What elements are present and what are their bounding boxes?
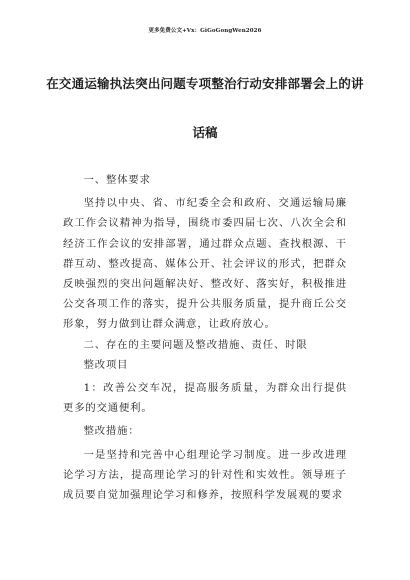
paragraph-requirements: 坚持以中央、省、市纪委全会和政府、交通运输局廉政工作会议精神为指导，围绕市委四届七次、八次全会和经济工作会议的安排部署，通过群众点题、查找根源、干群互动、整改提高、媒体公开、社会评议的形式，把群众反映强烈的突出问题解决好、整改好、落实好，积极推进公交各项工作的落实，提升公共服务质量，提升商丘公交形象，努力做到让群众满意，让政府放心。 bbox=[63, 197, 347, 331]
rectification-measures-label: 整改措施： bbox=[83, 425, 140, 438]
document-title: 在交通运输执法突出问题专项整治行动安排部署会上的讲 bbox=[46, 76, 364, 91]
header-note: 更多免费公文+Vx：GiGoGongWen2026 bbox=[148, 28, 262, 34]
paragraph-measure-1: 一是坚持和完善中心组理论学习制度。进一步改进理论学习方法，提高理论学习的针对性和实效性。领导班子成员要自觉加强理论学习和修养，按照科学发展观的要求 bbox=[63, 448, 347, 502]
rectification-item-1: 1：改善公交车况，提高服务质量，为群众出行提供更多的交通便利。 bbox=[63, 382, 347, 415]
rectification-item-label: 整改项目 bbox=[83, 358, 129, 371]
document-title-continued: 话稿 bbox=[192, 125, 218, 140]
document-body bbox=[63, 170, 347, 505]
section-heading-requirements: 一、整体要求 bbox=[83, 174, 151, 186]
section-heading-problems: 二、存在的主要问题及整改措施、责任、时限 bbox=[83, 338, 308, 351]
